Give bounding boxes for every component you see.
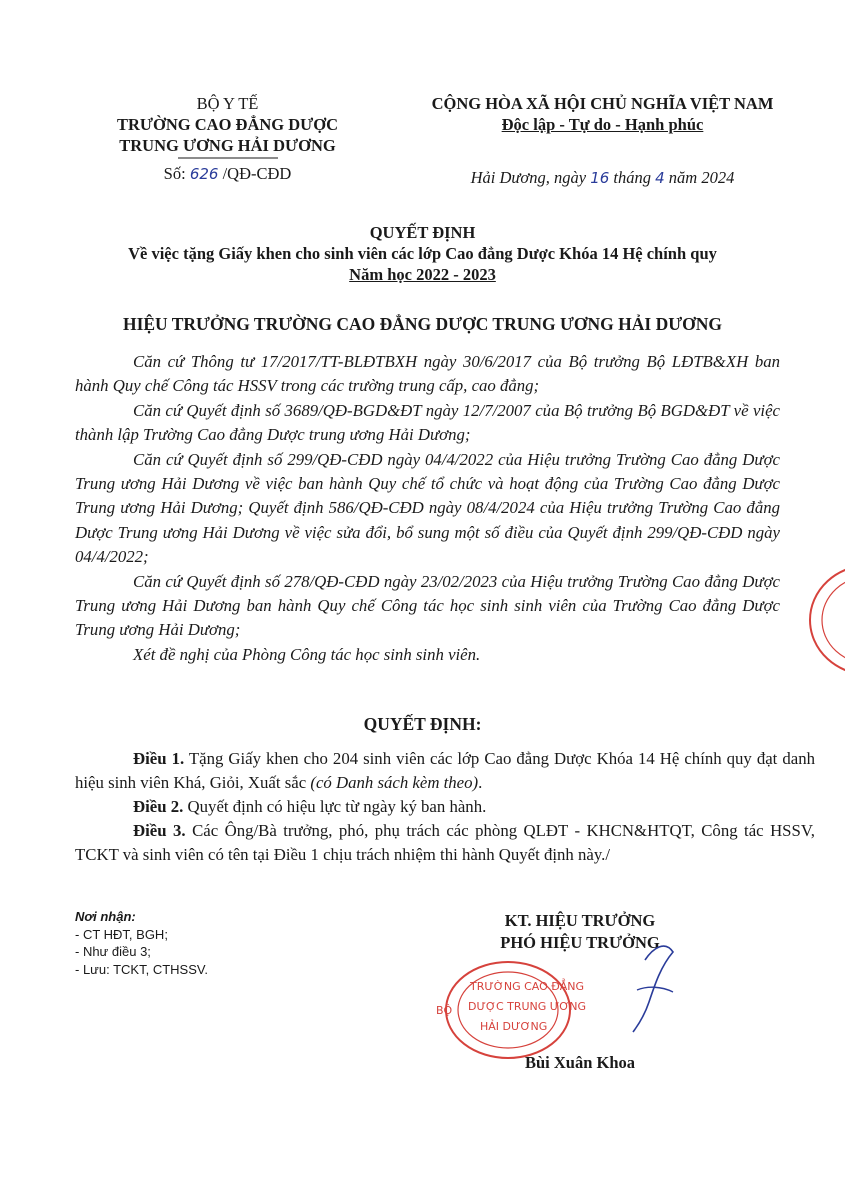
month-label: tháng — [613, 168, 651, 187]
decision-heading: QUYẾT ĐỊNH: — [363, 714, 482, 734]
official-seal-image — [428, 950, 588, 1060]
signer-name: Bùi Xuân Khoa — [524, 1053, 636, 1072]
national-header-block — [405, 93, 800, 135]
article-3 — [75, 819, 815, 867]
edge-stamp-fragment — [800, 560, 845, 680]
article-label: Điều 3. — [133, 821, 186, 840]
article-label: Điều 1. — [133, 749, 185, 768]
article-2 — [75, 795, 815, 819]
document-type: QUYẾT ĐỊNH — [369, 223, 476, 242]
legal-basis-item: Xét đề nghị của Phòng Công tác học sinh sinh viên. — [133, 644, 481, 664]
article-label: Điều 2. — [133, 797, 184, 816]
seal-side-text: BỘ — [436, 1004, 453, 1017]
article-text: Quyết định có hiệu lực từ ngày ký ban hành. — [183, 797, 487, 816]
document-number — [95, 164, 360, 184]
signature-title-line1: KT. HIỆU TRƯỞNG — [504, 911, 656, 930]
recipient-item: - Như điều 3; — [75, 944, 151, 959]
recipients-heading: Nơi nhận: — [75, 909, 136, 924]
legal-basis-item: Căn cứ Quyết định số 299/QĐ-CĐD ngày 04/4/2022 của Hiệu trưởng Trường Cao đẳng Dược Trung ương Hải Dương về việc ban hành Quy chế tổ chức và hoạt động của Trường Cao đẳng Dược Trung ương Hải Dương; Quyết định 586/QĐ-CĐD ngày 08/4/2024 của Hiệu trưởng Trường Cao đẳng Dược Trung ương Hải Dương về việc sửa đổi, bổ sung một số điều của Quyết định 299/QĐ-CĐD ngày 04/4/2022; — [75, 449, 780, 567]
article-text: Các Ông/Bà trưởng, phó, phụ trách các phòng QLĐT - KHCN&HTQT, Công tác HSSV, TCKT và sinh viên có tên tại Điều 1 chịu trách nhiệm thi hành Quyết định này./ — [75, 821, 815, 864]
school-name-line1: TRƯỜNG CAO ĐẲNG DƯỢC — [116, 115, 339, 134]
document-subject: Về việc tặng Giấy khen cho sinh viên các lớp Cao đẳng Dược Khóa 14 Hệ chính quy — [128, 244, 717, 263]
recipient-item: - CT HĐT, BGH; — [75, 926, 168, 942]
title-block — [40, 222, 805, 285]
recipient-item: - Lưu: TCKT, CTHSSV. — [75, 961, 208, 977]
legal-basis-item: Căn cứ Thông tư 17/2017/TT-BLĐTBXH ngày 30/6/2017 của Bộ trưởng Bộ LĐTB&XH ban hành Quy chế Công tác HSSV trong các trường trung cấp, cao đẳng; — [75, 352, 780, 396]
articles — [75, 747, 815, 867]
issuer-heading: HIỆU TRƯỞNG TRƯỜNG CAO ĐẲNG DƯỢC TRUNG ƯƠNG HẢI DƯƠNG — [122, 314, 723, 334]
article-note: (có Danh sách kèm theo) — [310, 773, 479, 792]
month-handwritten: 4 — [655, 169, 665, 187]
article-text: Tặng Giấy khen cho 204 sinh viên các lớp Cao đẳng Dược Khóa 14 Hệ chính quy đạt danh hiệu sinh viên Khá, Giỏi, Xuất sắc — [75, 749, 815, 792]
school-name-line2: TRUNG ƯƠNG HẢI DƯƠNG — [119, 136, 336, 155]
day-handwritten: 16 — [590, 169, 610, 187]
legal-basis-item: Căn cứ Quyết định số 278/QĐ-CĐD ngày 23/02/2023 của Hiệu trưởng Trường Cao đẳng Dược Trung ương Hải Dương ban hành Quy chế Công tác học sinh sinh viên của Trường Cao đẳng Dược Trung ương Hải Dương; — [75, 571, 780, 640]
legal-basis-item: Căn cứ Quyết định số 3689/QĐ-BGD&ĐT ngày 12/7/2007 của Bộ trưởng Bộ BGD&ĐT về việc thành lập Trường Cao đẳng Dược trung ương Hải Dương; — [75, 400, 780, 445]
seal-text-line: TRƯỜNG CAO ĐẲNG — [470, 980, 585, 993]
article-1 — [75, 747, 815, 795]
legal-bases — [75, 350, 780, 667]
year-label: năm 2024 — [668, 168, 735, 187]
seal-text-line: HẢI DƯƠNG — [480, 1020, 548, 1033]
handwritten-signature-image — [575, 930, 695, 1040]
nation-name: CỘNG HÒA XÃ HỘI CHỦ NGHĨA VIỆT NAM — [431, 94, 774, 113]
header-left-divider — [178, 157, 278, 160]
number-suffix: /QĐ-CĐD — [222, 164, 292, 183]
ministry-name: BỘ Y TẾ — [196, 94, 259, 113]
school-year: Năm học 2022 - 2023 — [349, 265, 496, 284]
place-and-date — [405, 168, 800, 188]
national-motto: Độc lập - Tự do - Hạnh phúc — [501, 115, 704, 134]
number-handwritten: 626 — [189, 165, 219, 183]
issuing-agency-block — [95, 93, 360, 156]
recipients-block — [75, 908, 315, 978]
article-end: . — [478, 773, 483, 792]
signature-title-line2: PHÓ HIỆU TRƯỞNG — [500, 933, 660, 952]
place-prefix: Hải Dương, ngày — [470, 168, 587, 187]
seal-text-line: DƯỢC TRUNG ƯƠNG — [468, 1000, 587, 1013]
number-prefix: Số: — [163, 164, 186, 183]
